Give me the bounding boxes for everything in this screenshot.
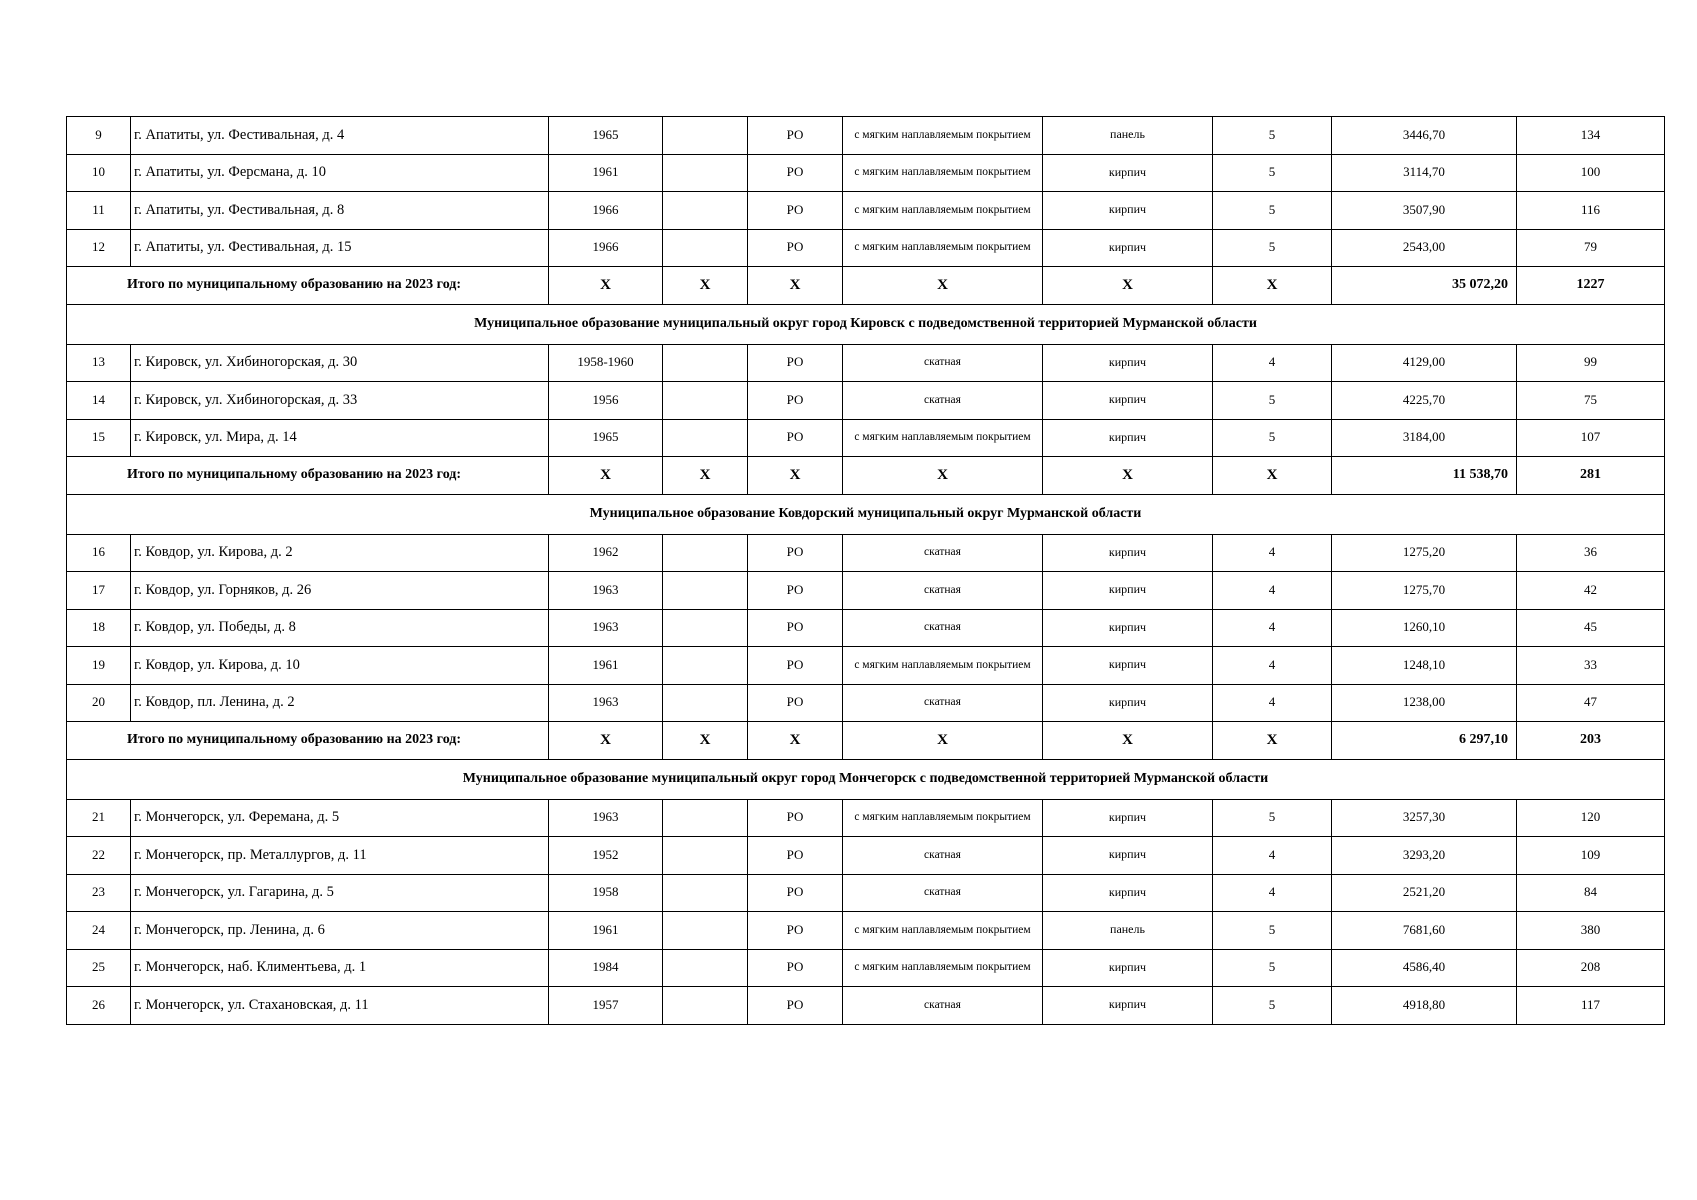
construction-year-cell: 1963 bbox=[549, 799, 663, 837]
construction-year-cell: 1966 bbox=[549, 229, 663, 267]
wall-material-cell: кирпич bbox=[1043, 874, 1213, 912]
roof-type-cell: с мягким наплавляемым покрытием bbox=[843, 647, 1043, 685]
row-number-cell: 23 bbox=[67, 874, 131, 912]
table-row bbox=[67, 949, 1665, 987]
wall-material-cell: кирпич bbox=[1043, 382, 1213, 420]
roof-type-cell: с мягким наплавляемым покрытием bbox=[843, 117, 1043, 155]
address-cell: г. Кировск, ул. Мира, д. 14 bbox=[131, 419, 549, 457]
row-number-cell: 21 bbox=[67, 799, 131, 837]
total-area: 11 538,70 bbox=[1332, 457, 1517, 495]
area-cell: 3184,00 bbox=[1332, 419, 1517, 457]
area-cell: 1248,10 bbox=[1332, 647, 1517, 685]
wall-material-cell: кирпич bbox=[1043, 684, 1213, 722]
roof-type-cell: скатная bbox=[843, 572, 1043, 610]
row-number-cell: 26 bbox=[67, 987, 131, 1025]
residents-cell: 42 bbox=[1517, 572, 1665, 610]
table-row bbox=[67, 572, 1665, 610]
total-x-mark: Х bbox=[748, 457, 843, 495]
total-area: 35 072,20 bbox=[1332, 267, 1517, 305]
total-x-mark: Х bbox=[1213, 457, 1332, 495]
wall-material-cell: кирпич bbox=[1043, 534, 1213, 572]
residents-cell: 79 bbox=[1517, 229, 1665, 267]
row-number-cell: 9 bbox=[67, 117, 131, 155]
table-row bbox=[67, 647, 1665, 685]
program-code-cell: РО bbox=[748, 344, 843, 382]
floors-cell: 4 bbox=[1213, 647, 1332, 685]
construction-year-cell: 1961 bbox=[549, 647, 663, 685]
floors-cell: 5 bbox=[1213, 949, 1332, 987]
address-cell: г. Ковдор, ул. Кирова, д. 10 bbox=[131, 647, 549, 685]
roof-type-cell: скатная bbox=[843, 987, 1043, 1025]
floors-cell: 5 bbox=[1213, 117, 1332, 155]
construction-year-cell: 1952 bbox=[549, 837, 663, 875]
total-x-mark: Х bbox=[1213, 722, 1332, 760]
area-cell: 2543,00 bbox=[1332, 229, 1517, 267]
area-cell: 3293,20 bbox=[1332, 837, 1517, 875]
table-row bbox=[67, 344, 1665, 382]
program-code-cell: РО bbox=[748, 192, 843, 230]
program-code-cell: РО bbox=[748, 419, 843, 457]
program-code-cell: РО bbox=[748, 874, 843, 912]
area-cell: 1275,70 bbox=[1332, 572, 1517, 610]
empty-column-cell bbox=[663, 192, 748, 230]
area-cell: 4918,80 bbox=[1332, 987, 1517, 1025]
program-code-cell: РО bbox=[748, 572, 843, 610]
total-x-mark: Х bbox=[843, 722, 1043, 760]
roof-type-cell: скатная bbox=[843, 837, 1043, 875]
housing-register-table bbox=[66, 116, 1665, 1025]
address-cell: г. Апатиты, ул. Фестивальная, д. 8 bbox=[131, 192, 549, 230]
address-cell: г. Мончегорск, наб. Климентьева, д. 1 bbox=[131, 949, 549, 987]
total-x-mark: Х bbox=[748, 267, 843, 305]
area-cell: 1260,10 bbox=[1332, 609, 1517, 647]
construction-year-cell: 1956 bbox=[549, 382, 663, 420]
floors-cell: 4 bbox=[1213, 572, 1332, 610]
address-cell: г. Апатиты, ул. Ферсмана, д. 10 bbox=[131, 154, 549, 192]
empty-column-cell bbox=[663, 987, 748, 1025]
area-cell: 4225,70 bbox=[1332, 382, 1517, 420]
address-cell: г. Мончегорск, пр. Ленина, д. 6 bbox=[131, 912, 549, 950]
program-code-cell: РО bbox=[748, 647, 843, 685]
area-cell: 7681,60 bbox=[1332, 912, 1517, 950]
roof-type-cell: скатная bbox=[843, 344, 1043, 382]
section-header-row bbox=[67, 759, 1665, 799]
total-x-mark: Х bbox=[1213, 267, 1332, 305]
construction-year-cell: 1965 bbox=[549, 117, 663, 155]
floors-cell: 5 bbox=[1213, 382, 1332, 420]
address-cell: г. Ковдор, ул. Горняков, д. 26 bbox=[131, 572, 549, 610]
total-residents: 1227 bbox=[1517, 267, 1665, 305]
total-x-mark: Х bbox=[1043, 267, 1213, 305]
roof-type-cell: с мягким наплавляемым покрытием bbox=[843, 912, 1043, 950]
program-code-cell: РО bbox=[748, 684, 843, 722]
total-x-mark: Х bbox=[1043, 457, 1213, 495]
address-cell: г. Ковдор, пл. Ленина, д. 2 bbox=[131, 684, 549, 722]
table-row bbox=[67, 912, 1665, 950]
row-number-cell: 20 bbox=[67, 684, 131, 722]
table-row bbox=[67, 154, 1665, 192]
address-cell: г. Кировск, ул. Хибиногорская, д. 33 bbox=[131, 382, 549, 420]
table-row bbox=[67, 837, 1665, 875]
area-cell: 3507,90 bbox=[1332, 192, 1517, 230]
roof-type-cell: с мягким наплавляемым покрытием bbox=[843, 154, 1043, 192]
empty-column-cell bbox=[663, 609, 748, 647]
floors-cell: 5 bbox=[1213, 419, 1332, 457]
residents-cell: 99 bbox=[1517, 344, 1665, 382]
total-x-mark: Х bbox=[549, 722, 663, 760]
roof-type-cell: скатная bbox=[843, 874, 1043, 912]
floors-cell: 5 bbox=[1213, 154, 1332, 192]
roof-type-cell: с мягким наплавляемым покрытием bbox=[843, 229, 1043, 267]
construction-year-cell: 1958 bbox=[549, 874, 663, 912]
wall-material-cell: кирпич bbox=[1043, 799, 1213, 837]
table-row bbox=[67, 382, 1665, 420]
address-cell: г. Ковдор, ул. Победы, д. 8 bbox=[131, 609, 549, 647]
program-code-cell: РО bbox=[748, 799, 843, 837]
construction-year-cell: 1957 bbox=[549, 987, 663, 1025]
residents-cell: 380 bbox=[1517, 912, 1665, 950]
empty-column-cell bbox=[663, 949, 748, 987]
wall-material-cell: кирпич bbox=[1043, 419, 1213, 457]
address-cell: г. Апатиты, ул. Фестивальная, д. 15 bbox=[131, 229, 549, 267]
construction-year-cell: 1963 bbox=[549, 609, 663, 647]
residents-cell: 109 bbox=[1517, 837, 1665, 875]
total-x-mark: Х bbox=[843, 267, 1043, 305]
roof-type-cell: скатная bbox=[843, 534, 1043, 572]
floors-cell: 4 bbox=[1213, 874, 1332, 912]
residents-cell: 33 bbox=[1517, 647, 1665, 685]
area-cell: 3114,70 bbox=[1332, 154, 1517, 192]
floors-cell: 4 bbox=[1213, 344, 1332, 382]
address-cell: г. Мончегорск, ул. Феремана, д. 5 bbox=[131, 799, 549, 837]
table-row bbox=[67, 117, 1665, 155]
floors-cell: 4 bbox=[1213, 534, 1332, 572]
address-cell: г. Ковдор, ул. Кирова, д. 2 bbox=[131, 534, 549, 572]
floors-cell: 5 bbox=[1213, 229, 1332, 267]
wall-material-cell: кирпич bbox=[1043, 837, 1213, 875]
wall-material-cell: панель bbox=[1043, 912, 1213, 950]
residents-cell: 116 bbox=[1517, 192, 1665, 230]
total-label: Итого по муниципальному образованию на 2023 год: bbox=[67, 722, 549, 760]
table-row bbox=[67, 609, 1665, 647]
total-row bbox=[67, 267, 1665, 305]
residents-cell: 208 bbox=[1517, 949, 1665, 987]
floors-cell: 4 bbox=[1213, 837, 1332, 875]
program-code-cell: РО bbox=[748, 949, 843, 987]
wall-material-cell: кирпич bbox=[1043, 154, 1213, 192]
roof-type-cell: с мягким наплавляемым покрытием bbox=[843, 419, 1043, 457]
row-number-cell: 18 bbox=[67, 609, 131, 647]
row-number-cell: 22 bbox=[67, 837, 131, 875]
row-number-cell: 12 bbox=[67, 229, 131, 267]
floors-cell: 4 bbox=[1213, 684, 1332, 722]
wall-material-cell: кирпич bbox=[1043, 647, 1213, 685]
area-cell: 2521,20 bbox=[1332, 874, 1517, 912]
empty-column-cell bbox=[663, 534, 748, 572]
total-x-mark: Х bbox=[748, 722, 843, 760]
residents-cell: 47 bbox=[1517, 684, 1665, 722]
program-code-cell: РО bbox=[748, 117, 843, 155]
program-code-cell: РО bbox=[748, 229, 843, 267]
row-number-cell: 11 bbox=[67, 192, 131, 230]
row-number-cell: 14 bbox=[67, 382, 131, 420]
residents-cell: 75 bbox=[1517, 382, 1665, 420]
section-title: Муниципальное образование Ковдорский муниципальный округ Мурманской области bbox=[67, 494, 1665, 534]
program-code-cell: РО bbox=[748, 912, 843, 950]
total-x-mark: Х bbox=[663, 267, 748, 305]
construction-year-cell: 1966 bbox=[549, 192, 663, 230]
table-row bbox=[67, 684, 1665, 722]
empty-column-cell bbox=[663, 912, 748, 950]
empty-column-cell bbox=[663, 117, 748, 155]
address-cell: г. Мончегорск, ул. Гагарина, д. 5 bbox=[131, 874, 549, 912]
construction-year-cell: 1963 bbox=[549, 684, 663, 722]
residents-cell: 100 bbox=[1517, 154, 1665, 192]
table-row bbox=[67, 799, 1665, 837]
table-row bbox=[67, 192, 1665, 230]
total-residents: 281 bbox=[1517, 457, 1665, 495]
area-cell: 4586,40 bbox=[1332, 949, 1517, 987]
row-number-cell: 13 bbox=[67, 344, 131, 382]
empty-column-cell bbox=[663, 229, 748, 267]
section-title: Муниципальное образование муниципальный округ город Мончегорск с подведомственной территорией Мурманской области bbox=[67, 759, 1665, 799]
floors-cell: 5 bbox=[1213, 799, 1332, 837]
section-title: Муниципальное образование муниципальный округ город Кировск с подведомственной территорией Мурманской области bbox=[67, 304, 1665, 344]
residents-cell: 120 bbox=[1517, 799, 1665, 837]
total-label: Итого по муниципальному образованию на 2023 год: bbox=[67, 457, 549, 495]
total-residents: 203 bbox=[1517, 722, 1665, 760]
wall-material-cell: кирпич bbox=[1043, 229, 1213, 267]
empty-column-cell bbox=[663, 344, 748, 382]
row-number-cell: 24 bbox=[67, 912, 131, 950]
row-number-cell: 10 bbox=[67, 154, 131, 192]
section-header-row bbox=[67, 304, 1665, 344]
total-row bbox=[67, 722, 1665, 760]
empty-column-cell bbox=[663, 647, 748, 685]
residents-cell: 36 bbox=[1517, 534, 1665, 572]
total-x-mark: Х bbox=[663, 457, 748, 495]
roof-type-cell: с мягким наплавляемым покрытием bbox=[843, 192, 1043, 230]
floors-cell: 5 bbox=[1213, 912, 1332, 950]
floors-cell: 4 bbox=[1213, 609, 1332, 647]
area-cell: 3257,30 bbox=[1332, 799, 1517, 837]
wall-material-cell: кирпич bbox=[1043, 344, 1213, 382]
total-x-mark: Х bbox=[549, 267, 663, 305]
program-code-cell: РО bbox=[748, 609, 843, 647]
empty-column-cell bbox=[663, 572, 748, 610]
program-code-cell: РО bbox=[748, 382, 843, 420]
address-cell: г. Мончегорск, ул. Стахановская, д. 11 bbox=[131, 987, 549, 1025]
row-number-cell: 16 bbox=[67, 534, 131, 572]
program-code-cell: РО bbox=[748, 534, 843, 572]
residents-cell: 84 bbox=[1517, 874, 1665, 912]
program-code-cell: РО bbox=[748, 154, 843, 192]
roof-type-cell: скатная bbox=[843, 382, 1043, 420]
table-row bbox=[67, 874, 1665, 912]
construction-year-cell: 1962 bbox=[549, 534, 663, 572]
program-code-cell: РО bbox=[748, 987, 843, 1025]
construction-year-cell: 1984 bbox=[549, 949, 663, 987]
wall-material-cell: кирпич bbox=[1043, 609, 1213, 647]
table-row bbox=[67, 534, 1665, 572]
row-number-cell: 17 bbox=[67, 572, 131, 610]
empty-column-cell bbox=[663, 837, 748, 875]
row-number-cell: 25 bbox=[67, 949, 131, 987]
roof-type-cell: с мягким наплавляемым покрытием bbox=[843, 949, 1043, 987]
residents-cell: 117 bbox=[1517, 987, 1665, 1025]
address-cell: г. Мончегорск, пр. Металлургов, д. 11 bbox=[131, 837, 549, 875]
address-cell: г. Апатиты, ул. Фестивальная, д. 4 bbox=[131, 117, 549, 155]
wall-material-cell: кирпич bbox=[1043, 949, 1213, 987]
table-row bbox=[67, 229, 1665, 267]
roof-type-cell: скатная bbox=[843, 684, 1043, 722]
construction-year-cell: 1963 bbox=[549, 572, 663, 610]
roof-type-cell: скатная bbox=[843, 609, 1043, 647]
total-x-mark: Х bbox=[1043, 722, 1213, 760]
empty-column-cell bbox=[663, 382, 748, 420]
residents-cell: 134 bbox=[1517, 117, 1665, 155]
empty-column-cell bbox=[663, 154, 748, 192]
row-number-cell: 19 bbox=[67, 647, 131, 685]
construction-year-cell: 1961 bbox=[549, 912, 663, 950]
construction-year-cell: 1961 bbox=[549, 154, 663, 192]
total-row bbox=[67, 457, 1665, 495]
wall-material-cell: кирпич bbox=[1043, 987, 1213, 1025]
empty-column-cell bbox=[663, 419, 748, 457]
wall-material-cell: панель bbox=[1043, 117, 1213, 155]
residents-cell: 45 bbox=[1517, 609, 1665, 647]
wall-material-cell: кирпич bbox=[1043, 572, 1213, 610]
empty-column-cell bbox=[663, 874, 748, 912]
area-cell: 1238,00 bbox=[1332, 684, 1517, 722]
row-number-cell: 15 bbox=[67, 419, 131, 457]
table-body bbox=[67, 117, 1665, 1025]
area-cell: 3446,70 bbox=[1332, 117, 1517, 155]
total-area: 6 297,10 bbox=[1332, 722, 1517, 760]
area-cell: 1275,20 bbox=[1332, 534, 1517, 572]
total-x-mark: Х bbox=[549, 457, 663, 495]
total-x-mark: Х bbox=[843, 457, 1043, 495]
floors-cell: 5 bbox=[1213, 192, 1332, 230]
total-x-mark: Х bbox=[663, 722, 748, 760]
empty-column-cell bbox=[663, 799, 748, 837]
construction-year-cell: 1958-1960 bbox=[549, 344, 663, 382]
table-row bbox=[67, 419, 1665, 457]
total-label: Итого по муниципальному образованию на 2023 год: bbox=[67, 267, 549, 305]
area-cell: 4129,00 bbox=[1332, 344, 1517, 382]
floors-cell: 5 bbox=[1213, 987, 1332, 1025]
wall-material-cell: кирпич bbox=[1043, 192, 1213, 230]
roof-type-cell: с мягким наплавляемым покрытием bbox=[843, 799, 1043, 837]
residents-cell: 107 bbox=[1517, 419, 1665, 457]
section-header-row bbox=[67, 494, 1665, 534]
empty-column-cell bbox=[663, 684, 748, 722]
construction-year-cell: 1965 bbox=[549, 419, 663, 457]
table-row bbox=[67, 987, 1665, 1025]
program-code-cell: РО bbox=[748, 837, 843, 875]
address-cell: г. Кировск, ул. Хибиногорская, д. 30 bbox=[131, 344, 549, 382]
